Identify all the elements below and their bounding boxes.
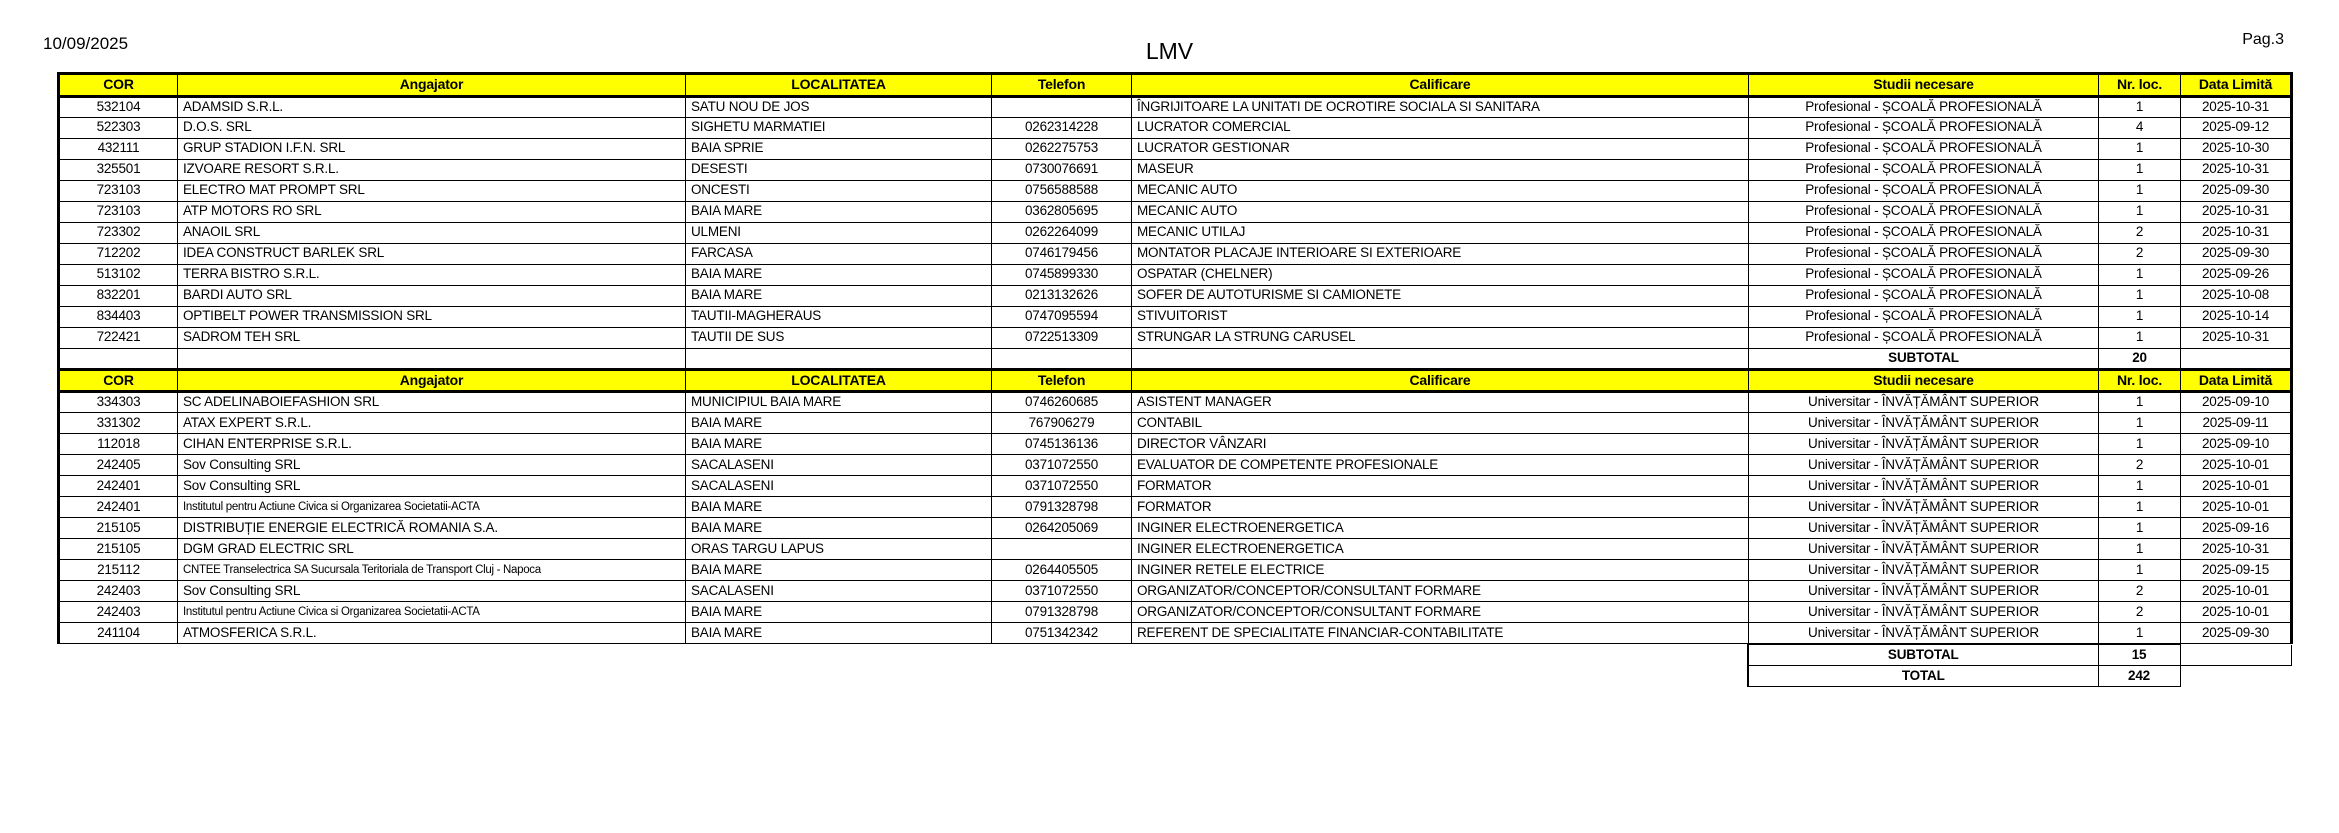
table-cell: BAIA MARE (686, 560, 992, 581)
table-cell: BAIA MARE (686, 413, 992, 434)
table-cell: INGINER ELECTROENERGETICA (1132, 518, 1749, 539)
table-cell: STRUNGAR LA STRUNG CARUSEL (1132, 327, 1749, 348)
table-cell: 1 (2099, 201, 2181, 222)
table-cell: Universitar - ÎNVĂȚĂMÂNT SUPERIOR (1749, 476, 2099, 497)
table-row (59, 306, 2292, 327)
table-row (59, 392, 2292, 413)
table-cell: 0264405505 (992, 560, 1132, 581)
table-cell: ULMENI (686, 222, 992, 243)
column-header: Telefon (992, 74, 1132, 97)
table-cell: Profesional - ȘCOALĂ PROFESIONALĂ (1749, 327, 2099, 348)
column-header: Data Limită (2181, 74, 2292, 97)
table-cell: 2025-09-10 (2181, 434, 2292, 455)
table-row (59, 623, 2292, 644)
table-row (59, 539, 2292, 560)
table-cell: MECANIC AUTO (1132, 180, 1749, 201)
table-cell: 215105 (59, 539, 178, 560)
table-cell: 0262275753 (992, 138, 1132, 159)
table-cell: 2025-10-01 (2181, 455, 2292, 476)
table-cell: BAIA MARE (686, 497, 992, 518)
table-cell: TAUTII DE SUS (686, 327, 992, 348)
table-row (59, 560, 2292, 581)
total-label: TOTAL (1748, 666, 2098, 687)
table-cell: 0362805695 (992, 201, 1132, 222)
column-header: Angajator (178, 369, 686, 392)
table-cell: ATMOSFERICA S.R.L. (178, 623, 686, 644)
table-cell: 2 (2099, 222, 2181, 243)
table-cell: Universitar - ÎNVĂȚĂMÂNT SUPERIOR (1749, 434, 2099, 455)
table-cell: 334303 (59, 392, 178, 413)
table-row (59, 455, 2292, 476)
table-cell: Universitar - ÎNVĂȚĂMÂNT SUPERIOR (1749, 413, 2099, 434)
table-cell: Universitar - ÎNVĂȚĂMÂNT SUPERIOR (1749, 497, 2099, 518)
vacancies-table (57, 72, 2293, 644)
column-header: Studii necesare (1749, 369, 2099, 392)
table-cell: 0730076691 (992, 159, 1132, 180)
table-cell: ONCESTI (686, 180, 992, 201)
table-row (59, 497, 2292, 518)
table-row (59, 222, 2292, 243)
column-header: Studii necesare (1749, 74, 2099, 97)
table-cell: 0371072550 (992, 581, 1132, 602)
table-cell: Universitar - ÎNVĂȚĂMÂNT SUPERIOR (1749, 581, 2099, 602)
table-cell: BAIA MARE (686, 285, 992, 306)
table-cell: DIRECTOR VÂNZARI (1132, 434, 1749, 455)
table-cell: 1 (2099, 392, 2181, 413)
table-cell: 2025-09-10 (2181, 392, 2292, 413)
table-cell: 532104 (59, 96, 178, 117)
table-cell: BAIA MARE (686, 264, 992, 285)
table-cell: Profesional - ȘCOALĂ PROFESIONALĂ (1749, 285, 2099, 306)
table-cell: Profesional - ȘCOALĂ PROFESIONALĂ (1749, 222, 2099, 243)
table-cell: EVALUATOR DE COMPETENTE PROFESIONALE (1132, 455, 1749, 476)
table-cell: 2 (2099, 455, 2181, 476)
table-cell: Profesional - ȘCOALĂ PROFESIONALĂ (1749, 180, 2099, 201)
column-header: Nr. loc. (2099, 74, 2181, 97)
table-cell: 2025-10-31 (2181, 96, 2292, 117)
table-row (59, 243, 2292, 264)
column-header: Telefon (992, 369, 1132, 392)
subtotal-row (59, 348, 2292, 369)
table-cell: 2025-10-01 (2181, 581, 2292, 602)
table-cell: 0746260685 (992, 392, 1132, 413)
table-cell: 513102 (59, 264, 178, 285)
table-cell: 2025-09-16 (2181, 518, 2292, 539)
table-cell (992, 96, 1132, 117)
table-cell: MECANIC UTILAJ (1132, 222, 1749, 243)
table-cell: 0745136136 (992, 434, 1132, 455)
table-cell: SIGHETU MARMATIEI (686, 117, 992, 138)
table-row (59, 117, 2292, 138)
table-cell: ATP MOTORS RO SRL (178, 201, 686, 222)
table-cell: LUCRATOR GESTIONAR (1132, 138, 1749, 159)
table-cell: CONTABIL (1132, 413, 1749, 434)
table-cell: BAIA MARE (686, 623, 992, 644)
table-cell: 1 (2099, 264, 2181, 285)
column-header: COR (59, 369, 178, 392)
table-cell: 1 (2099, 623, 2181, 644)
table-cell: Profesional - ȘCOALĂ PROFESIONALĂ (1749, 201, 2099, 222)
table-row (59, 201, 2292, 222)
column-header: Calificare (1132, 74, 1749, 97)
table-cell: 0262314228 (992, 117, 1132, 138)
table-cell: 2 (2099, 581, 2181, 602)
table-cell: ELECTRO MAT PROMPT SRL (178, 180, 686, 201)
table-cell: 2025-09-26 (2181, 264, 2292, 285)
table-cell: SACALASENI (686, 581, 992, 602)
table-cell: 2025-09-15 (2181, 560, 2292, 581)
table-cell: 2025-09-30 (2181, 243, 2292, 264)
table-cell: 2 (2099, 243, 2181, 264)
table-cell: LUCRATOR COMERCIAL (1132, 117, 1749, 138)
table-row (59, 96, 2292, 117)
table-cell: 0264205069 (992, 518, 1132, 539)
table-cell: 1 (2099, 159, 2181, 180)
table-cell: 2025-10-31 (2181, 327, 2292, 348)
table-cell: 0747095594 (992, 306, 1132, 327)
table-row (59, 264, 2292, 285)
table-cell: 0746179456 (992, 243, 1132, 264)
column-header: Nr. loc. (2099, 369, 2181, 392)
table-cell: 767906279 (992, 413, 1132, 434)
column-header: LOCALITATEA (686, 369, 992, 392)
header-row (59, 369, 2292, 392)
table-cell: 432111 (59, 138, 178, 159)
table-cell: ÎNGRIJITOARE LA UNITATI DE OCROTIRE SOCIALA SI SANITARA (1132, 96, 1749, 117)
table-cell: Universitar - ÎNVĂȚĂMÂNT SUPERIOR (1749, 455, 2099, 476)
table-cell: 1 (2099, 539, 2181, 560)
table-cell: 0213132626 (992, 285, 1132, 306)
table-cell: 723103 (59, 201, 178, 222)
table-row (59, 285, 2292, 306)
report-date: 10/09/2025 (43, 34, 129, 53)
empty-cell (178, 348, 686, 369)
table-cell: ORGANIZATOR/CONCEPTOR/CONSULTANT FORMARE (1132, 602, 1749, 623)
table-cell: 2025-10-31 (2181, 159, 2292, 180)
table-cell: BAIA MARE (686, 602, 992, 623)
table-row (59, 476, 2292, 497)
subtotal-row (1748, 645, 2291, 666)
column-header: LOCALITATEA (686, 74, 992, 97)
table-cell: CIHAN ENTERPRISE S.R.L. (178, 434, 686, 455)
table-cell: 2025-10-01 (2181, 497, 2292, 518)
table-row (59, 159, 2292, 180)
summary-table (1747, 644, 2292, 687)
table-cell: ORGANIZATOR/CONCEPTOR/CONSULTANT FORMARE (1132, 581, 1749, 602)
page-number: Pag.3 (2242, 31, 2284, 48)
table-cell: SC ADELINABOIEFASHION SRL (178, 392, 686, 413)
table-cell: 0745899330 (992, 264, 1132, 285)
table-row (59, 180, 2292, 201)
table-cell: SACALASENI (686, 476, 992, 497)
table-cell: 0722513309 (992, 327, 1132, 348)
table-row (59, 434, 2292, 455)
table-cell: 1 (2099, 518, 2181, 539)
table-cell: 2025-09-30 (2181, 180, 2292, 201)
table-cell: 2025-10-01 (2181, 602, 2292, 623)
table-row (59, 327, 2292, 348)
table-cell: FORMATOR (1132, 497, 1749, 518)
table-cell: Profesional - ȘCOALĂ PROFESIONALĂ (1749, 117, 2099, 138)
total-value: 242 (2098, 666, 2180, 687)
table-cell: Universitar - ÎNVĂȚĂMÂNT SUPERIOR (1749, 392, 2099, 413)
table-cell: 712202 (59, 243, 178, 264)
table-cell: 2025-10-08 (2181, 285, 2292, 306)
table-cell: OSPATAR (CHELNER) (1132, 264, 1749, 285)
empty-cell (686, 348, 992, 369)
table-cell: 1 (2099, 327, 2181, 348)
table-cell: 1 (2099, 306, 2181, 327)
table-cell: Universitar - ÎNVĂȚĂMÂNT SUPERIOR (1749, 602, 2099, 623)
table-cell: TERRA BISTRO S.R.L. (178, 264, 686, 285)
table-cell: IZVOARE RESORT S.R.L. (178, 159, 686, 180)
table-cell: 1 (2099, 285, 2181, 306)
table-cell: MUNICIPIUL BAIA MARE (686, 392, 992, 413)
empty-cell (1132, 348, 1749, 369)
table-cell: D.O.S. SRL (178, 117, 686, 138)
table-cell: 215112 (59, 560, 178, 581)
table-cell: 0371072550 (992, 455, 1132, 476)
table-cell: GRUP STADION I.F.N. SRL (178, 138, 686, 159)
table-cell: 1 (2099, 434, 2181, 455)
table-cell: 2025-10-31 (2181, 222, 2292, 243)
table-cell: 0791328798 (992, 602, 1132, 623)
table-cell: 242403 (59, 602, 178, 623)
table-cell: 1 (2099, 560, 2181, 581)
table-cell: Sov Consulting SRL (178, 581, 686, 602)
table-cell: FARCASA (686, 243, 992, 264)
table-cell: 832201 (59, 285, 178, 306)
table-cell: BAIA MARE (686, 434, 992, 455)
table-cell: REFERENT DE SPECIALITATE FINANCIAR-CONTABILITATE (1132, 623, 1749, 644)
table-cell: 242401 (59, 497, 178, 518)
table-row (59, 413, 2292, 434)
page-title: LMV (1145, 38, 1194, 64)
table-cell: CNTEE Transelectrica SA Sucursala Teritoriala de Transport Cluj - Napoca (178, 560, 686, 581)
table-cell: INGINER ELECTROENERGETICA (1132, 539, 1749, 560)
subtotal-spacer (2180, 645, 2291, 666)
table-cell: ADAMSID S.R.L. (178, 96, 686, 117)
table-row (59, 602, 2292, 623)
table-cell: BAIA MARE (686, 518, 992, 539)
table-cell: 1 (2099, 476, 2181, 497)
table-cell: 2 (2099, 602, 2181, 623)
table-cell: 0751342342 (992, 623, 1132, 644)
table-row (59, 518, 2292, 539)
table-cell: INGINER RETELE ELECTRICE (1132, 560, 1749, 581)
table-cell: STIVUITORIST (1132, 306, 1749, 327)
table-cell: 331302 (59, 413, 178, 434)
table-cell: 1 (2099, 497, 2181, 518)
table-cell: 0791328798 (992, 497, 1132, 518)
table-cell: 1 (2099, 180, 2181, 201)
column-header: Angajator (178, 74, 686, 97)
table-cell: IDEA CONSTRUCT BARLEK SRL (178, 243, 686, 264)
empty-cell (59, 348, 178, 369)
table-cell: 215105 (59, 518, 178, 539)
table-cell: SADROM TEH SRL (178, 327, 686, 348)
column-header: COR (59, 74, 178, 97)
total-spacer (2180, 666, 2291, 687)
table-cell: Sov Consulting SRL (178, 476, 686, 497)
table-cell: 242403 (59, 581, 178, 602)
table-cell: 241104 (59, 623, 178, 644)
table-cell: 242405 (59, 455, 178, 476)
table-cell: 723103 (59, 180, 178, 201)
table-cell: 2025-10-01 (2181, 476, 2292, 497)
table-cell: SACALASENI (686, 455, 992, 476)
table-cell: Profesional - ȘCOALĂ PROFESIONALĂ (1749, 306, 2099, 327)
table-cell: 242401 (59, 476, 178, 497)
table-cell: ORAS TARGU LAPUS (686, 539, 992, 560)
subtotal-cell: SUBTOTAL (1749, 348, 2099, 369)
table-cell: 2025-09-30 (2181, 623, 2292, 644)
table-cell: 0262264099 (992, 222, 1132, 243)
table-cell: 325501 (59, 159, 178, 180)
total-row (1748, 666, 2291, 687)
table-cell: Profesional - ȘCOALĂ PROFESIONALĂ (1749, 96, 2099, 117)
table-cell: 0371072550 (992, 476, 1132, 497)
table-cell: 1 (2099, 138, 2181, 159)
table-cell: Profesional - ȘCOALĂ PROFESIONALĂ (1749, 264, 2099, 285)
table-cell: ATAX EXPERT S.R.L. (178, 413, 686, 434)
table-cell: 2025-10-31 (2181, 539, 2292, 560)
table-cell: 723302 (59, 222, 178, 243)
table-cell: 0756588588 (992, 180, 1132, 201)
table-cell (992, 539, 1132, 560)
table-cell: BAIA SPRIE (686, 138, 992, 159)
empty-cell (992, 348, 1132, 369)
table-cell: Universitar - ÎNVĂȚĂMÂNT SUPERIOR (1749, 539, 2099, 560)
table-cell: ASISTENT MANAGER (1132, 392, 1749, 413)
table-cell: Profesional - ȘCOALĂ PROFESIONALĂ (1749, 243, 2099, 264)
table-cell: Profesional - ȘCOALĂ PROFESIONALĂ (1749, 138, 2099, 159)
table-cell: OPTIBELT POWER TRANSMISSION SRL (178, 306, 686, 327)
table-cell: Universitar - ÎNVĂȚĂMÂNT SUPERIOR (1749, 518, 2099, 539)
table-cell: Sov Consulting SRL (178, 455, 686, 476)
table-cell: Profesional - ȘCOALĂ PROFESIONALĂ (1749, 159, 2099, 180)
empty-cell (2181, 348, 2292, 369)
subtotal-value: 15 (2098, 645, 2180, 666)
table-cell: MECANIC AUTO (1132, 201, 1749, 222)
table-cell: DESESTI (686, 159, 992, 180)
table-cell: ANAOIL SRL (178, 222, 686, 243)
table-cell: 1 (2099, 96, 2181, 117)
table-cell: SOFER DE AUTOTURISME SI CAMIONETE (1132, 285, 1749, 306)
table-cell: Institutul pentru Actiune Civica si Organizarea Societatii-ACTA (178, 602, 686, 623)
table-cell: 112018 (59, 434, 178, 455)
table-cell: Universitar - ÎNVĂȚĂMÂNT SUPERIOR (1749, 623, 2099, 644)
header-row (59, 74, 2292, 97)
subtotal-cell: 20 (2099, 348, 2181, 369)
column-header: Data Limită (2181, 369, 2292, 392)
table-cell: 2025-09-11 (2181, 413, 2292, 434)
table-cell: 722421 (59, 327, 178, 348)
table-row (59, 581, 2292, 602)
table-cell: DGM GRAD ELECTRIC SRL (178, 539, 686, 560)
subtotal-label: SUBTOTAL (1748, 645, 2098, 666)
table-cell: 522303 (59, 117, 178, 138)
table-cell: 2025-09-12 (2181, 117, 2292, 138)
vacancies-table-wrap (57, 72, 2290, 687)
table-cell: FORMATOR (1132, 476, 1749, 497)
column-header: Calificare (1132, 369, 1749, 392)
table-cell: SATU NOU DE JOS (686, 96, 992, 117)
table-cell: 834403 (59, 306, 178, 327)
table-cell: DISTRIBUȚIE ENERGIE ELECTRICĂ ROMANIA S.A. (178, 518, 686, 539)
table-cell: 2025-10-31 (2181, 201, 2292, 222)
table-cell: 1 (2099, 413, 2181, 434)
table-cell: Institutul pentru Actiune Civica si Organizarea Societatii-ACTA (178, 497, 686, 518)
table-cell: MASEUR (1132, 159, 1749, 180)
table-cell: TAUTII-MAGHERAUS (686, 306, 992, 327)
table-cell: 4 (2099, 117, 2181, 138)
table-cell: 2025-10-30 (2181, 138, 2292, 159)
table-row (59, 138, 2292, 159)
table-cell: Universitar - ÎNVĂȚĂMÂNT SUPERIOR (1749, 560, 2099, 581)
table-cell: BAIA MARE (686, 201, 992, 222)
table-cell: MONTATOR PLACAJE INTERIOARE SI EXTERIOARE (1132, 243, 1749, 264)
table-cell: BARDI AUTO SRL (178, 285, 686, 306)
table-cell: 2025-10-14 (2181, 306, 2292, 327)
